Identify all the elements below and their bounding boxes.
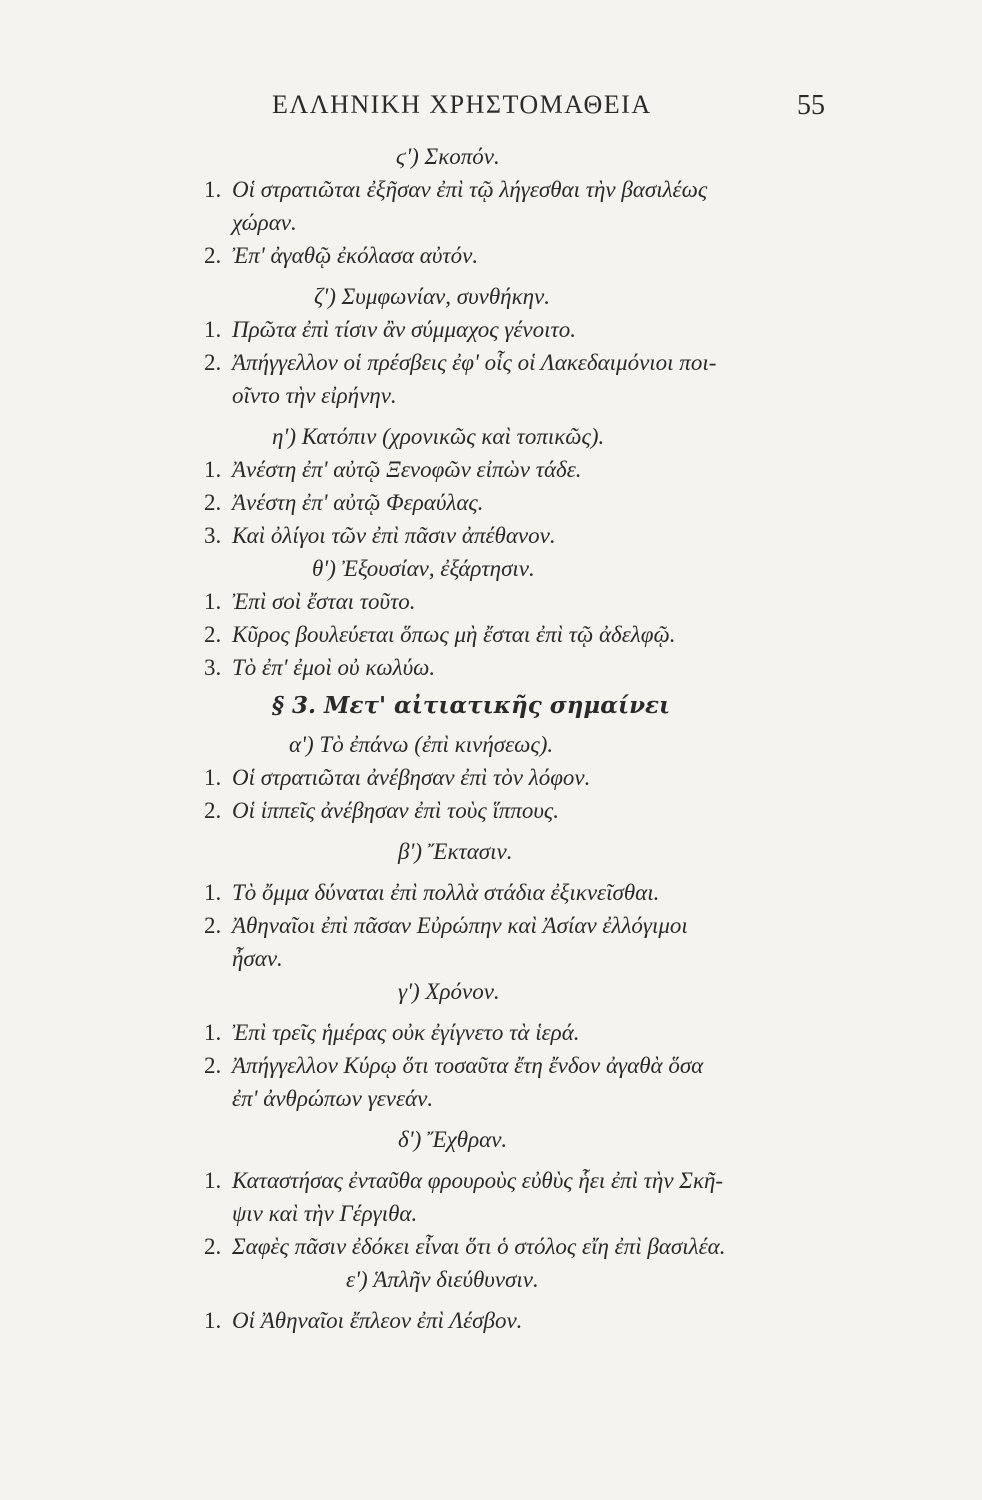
example-line <box>0 486 982 519</box>
example-text: ἐπ' ἀνθρώπων γενεάν. <box>232 1086 434 1111</box>
page-header <box>0 90 982 126</box>
subheading <box>0 1123 982 1156</box>
example-text: χώραν. <box>232 210 297 235</box>
example-line <box>0 651 982 684</box>
example-line <box>0 346 982 379</box>
example-line <box>0 1164 982 1197</box>
example-text: Πρῶτα ἐπὶ τίσιν ἂν σύμμαχος γένοιτο. <box>232 317 577 342</box>
example-number: 1. <box>204 1020 222 1045</box>
example-text: Ἀνέστη ἐπ' αὐτῷ Φεραύλας. <box>232 490 484 515</box>
example-text: ψιν καὶ τὴν Γέργιθα. <box>232 1201 418 1226</box>
subheading <box>0 280 982 313</box>
example-text: Ἀνέστη ἐπ' αὐτῷ Ξενοφῶν εἰπὼν τάδε. <box>232 457 582 482</box>
example-text: οῖντο τὴν εἰρήνην. <box>232 383 397 408</box>
page-number: 55 <box>797 90 825 121</box>
subheading <box>0 975 982 1008</box>
example-line <box>0 239 982 272</box>
example-text: Οἱ Ἀθηναῖοι ἔπλεον ἐπὶ Λέσβον. <box>232 1308 523 1333</box>
subheading-text: γ') Χρόνον. <box>398 979 500 1004</box>
example-line <box>0 313 982 346</box>
example-continuation <box>0 942 982 975</box>
example-number: 2. <box>204 913 222 938</box>
example-number: 1. <box>204 1308 222 1333</box>
example-number: 1. <box>204 765 222 790</box>
example-text: Ἐπ' ἀγαθῷ ἐκόλασα αὐτόν. <box>232 243 479 268</box>
example-line <box>0 1016 982 1049</box>
subheading <box>0 140 982 173</box>
subheading-text: ζ') Συμφωνίαν, συνθήκην. <box>314 284 550 309</box>
example-number: 2. <box>204 350 222 375</box>
example-text: Οἱ στρατιῶται ἐξῆσαν ἐπὶ τῷ λήγεσθαι τὴν βασιλέως <box>232 177 708 202</box>
example-number: 1. <box>204 317 222 342</box>
example-text: Κῦρος βουλεύεται ὅπως μὴ ἔσται ἐπὶ τῷ ἀδελφῷ. <box>232 622 676 647</box>
subheading-text: α') Τὸ ἐπάνω (ἐπὶ κινήσεως). <box>289 732 554 757</box>
example-text: Ἀπήγγελλον οἱ πρέσβεις ἐφ' οἷς οἱ Λακεδαιμόνιοι ποι- <box>232 350 717 375</box>
example-continuation <box>0 206 982 239</box>
section-heading <box>0 684 982 728</box>
example-number: 1. <box>204 1168 222 1193</box>
example-text: Σαφὲς πᾶσιν ἐδόκει εἶναι ὅτι ὁ στόλος εἴη ἐπὶ βασιλέα. <box>232 1234 726 1259</box>
example-number: 1. <box>204 880 222 905</box>
example-line <box>0 1230 982 1263</box>
example-number: 2. <box>204 1234 222 1259</box>
example-number: 2. <box>204 243 222 268</box>
example-line <box>0 585 982 618</box>
example-number: 3. <box>204 523 222 548</box>
example-line <box>0 761 982 794</box>
subheading-text: ε') Ἁπλῆν διεύθυνσιν. <box>346 1267 539 1292</box>
example-text: Ἐπὶ σοὶ ἔσται τοῦτο. <box>232 589 416 614</box>
subheading-text: δ') Ἔχθραν. <box>398 1127 508 1152</box>
example-text: Ἀπήγγελλον Κύρῳ ὅτι τοσαῦτα ἔτη ἔνδον ἀγαθὰ ὅσα <box>232 1053 704 1078</box>
example-text: ἦσαν. <box>232 946 283 971</box>
example-text: Καταστήσας ἐνταῦθα φρουροὺς εὐθὺς ἧει ἐπὶ τὴν Σκῆ- <box>232 1168 724 1193</box>
example-continuation <box>0 1082 982 1115</box>
example-text: Τὸ ὄμμα δύναται ἐπὶ πολλὰ στάδια ἐξικνεῖσθαι. <box>232 880 660 905</box>
example-text: Ἐπὶ τρεῖς ἡμέρας οὐκ ἐγίγνετο τὰ ἱερά. <box>232 1020 580 1045</box>
page-body <box>0 140 982 1337</box>
example-line <box>0 173 982 206</box>
example-line <box>0 909 982 942</box>
example-line <box>0 519 982 552</box>
example-continuation <box>0 1197 982 1230</box>
example-line <box>0 1304 982 1337</box>
example-text: Οἱ ἱππεῖς ἀνέβησαν ἐπὶ τοὺς ἵππους. <box>232 798 559 823</box>
example-number: 3. <box>204 655 222 680</box>
subheading <box>0 835 982 868</box>
subheading <box>0 1263 982 1296</box>
subheading <box>0 420 982 453</box>
example-text: Ἀθηναῖοι ἐπὶ πᾶσαν Εὐρώπην καὶ Ἀσίαν ἐλλόγιμοι <box>232 913 688 938</box>
subheading <box>0 728 982 761</box>
example-text: Οἱ στρατιῶται ἀνέβησαν ἐπὶ τὸν λόφον. <box>232 765 591 790</box>
example-continuation <box>0 379 982 412</box>
subheading-text: η') Κατόπιν (χρονικῶς καὶ τοπικῶς). <box>272 424 605 449</box>
example-number: 2. <box>204 622 222 647</box>
subheading-text: β') Ἔκτασιν. <box>398 839 513 864</box>
example-number: 2. <box>204 798 222 823</box>
subheading-text: θ') Ἐξουσίαν, ἐξάρτησιν. <box>312 556 535 581</box>
example-number: 2. <box>204 1053 222 1078</box>
example-number: 1. <box>204 457 222 482</box>
example-number: 2. <box>204 490 222 515</box>
example-text: Καὶ ὀλίγοι τῶν ἐπὶ πᾶσιν ἀπέθανον. <box>232 523 556 548</box>
example-line <box>0 876 982 909</box>
subheading <box>0 552 982 585</box>
example-line <box>0 618 982 651</box>
example-number: 1. <box>204 589 222 614</box>
running-title: ΕΛΛΗΝΙΚΗ ΧΡΗΣΤΟΜΑΘΕΙΑ <box>272 90 652 119</box>
example-line <box>0 1049 982 1082</box>
example-line <box>0 453 982 486</box>
section-heading-text: § 3. Μετ' αἰτιατικῆς σημαίνει <box>272 692 671 719</box>
example-text: Τὸ ἐπ' ἐμοὶ οὐ κωλύω. <box>232 655 436 680</box>
example-number: 1. <box>204 177 222 202</box>
subheading-text: ϛ') Σκοπόν. <box>396 144 500 169</box>
example-line <box>0 794 982 827</box>
